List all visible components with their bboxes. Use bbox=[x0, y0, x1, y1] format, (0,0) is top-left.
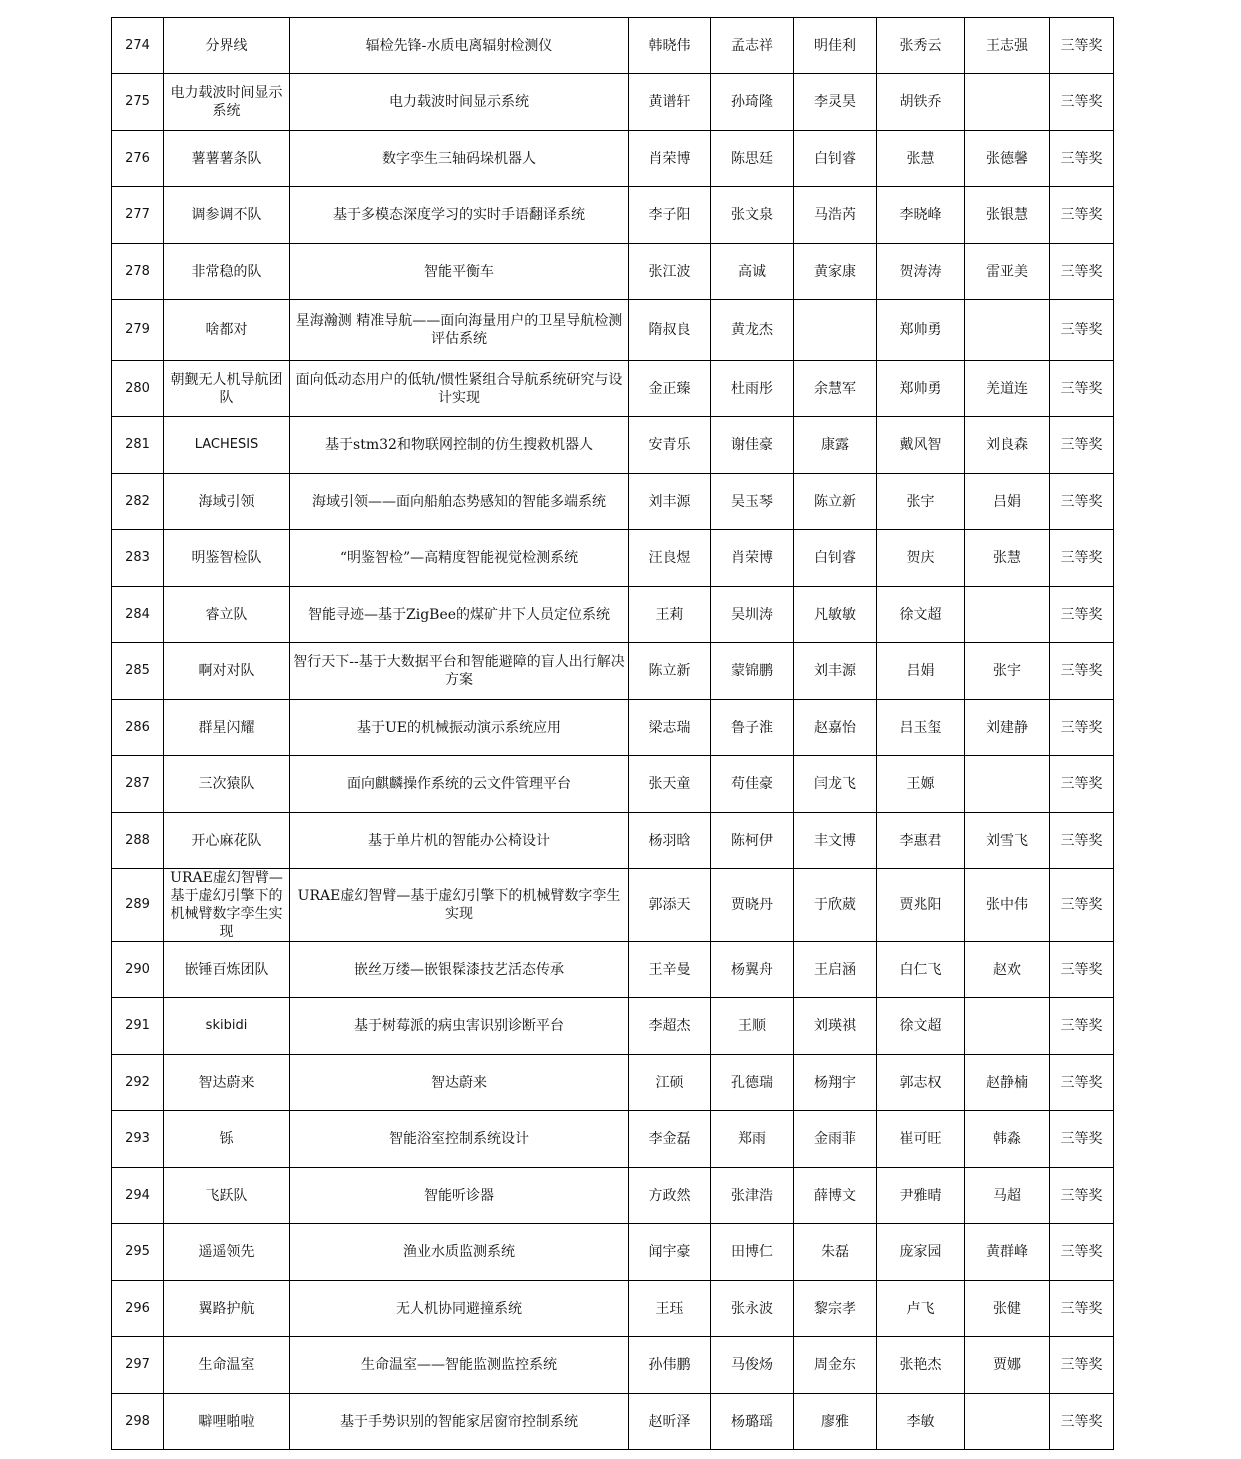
member-1: 江硕 bbox=[629, 1055, 711, 1111]
team-name: 生命温室 bbox=[164, 1337, 290, 1394]
member-4: 徐文超 bbox=[877, 998, 965, 1055]
team-name: LACHESIS bbox=[164, 417, 290, 474]
table-row bbox=[112, 869, 1114, 942]
award-level: 三等奖 bbox=[1050, 942, 1114, 998]
member-3: 于欣葳 bbox=[794, 869, 877, 942]
table-row bbox=[112, 1168, 1114, 1224]
project-title: “明鉴智检”—高精度智能视觉检测系统 bbox=[290, 530, 629, 587]
team-name: 调参调不队 bbox=[164, 187, 290, 244]
row-number: 296 bbox=[112, 1281, 164, 1337]
row-number: 279 bbox=[112, 300, 164, 361]
member-5: 韩淼 bbox=[965, 1111, 1050, 1168]
member-5: 王志强 bbox=[965, 18, 1050, 74]
member-3: 余慧军 bbox=[794, 361, 877, 417]
member-5: 赵静楠 bbox=[965, 1055, 1050, 1111]
project-title: 电力载波时间显示系统 bbox=[290, 74, 629, 131]
member-1: 肖荣博 bbox=[629, 131, 711, 187]
team-name: 飞跃队 bbox=[164, 1168, 290, 1224]
member-4: 崔可旺 bbox=[877, 1111, 965, 1168]
team-name: 智达蔚来 bbox=[164, 1055, 290, 1111]
member-3: 朱磊 bbox=[794, 1224, 877, 1281]
member-3: 丰文博 bbox=[794, 813, 877, 869]
award-level: 三等奖 bbox=[1050, 813, 1114, 869]
row-number: 297 bbox=[112, 1337, 164, 1394]
member-5: 张慧 bbox=[965, 530, 1050, 587]
award-level: 三等奖 bbox=[1050, 530, 1114, 587]
award-level: 三等奖 bbox=[1050, 700, 1114, 756]
table-row bbox=[112, 700, 1114, 756]
member-2: 吴玉琴 bbox=[711, 474, 794, 530]
team-name: 朝觐无人机导航团队 bbox=[164, 361, 290, 417]
project-title: 基于树莓派的病虫害识别诊断平台 bbox=[290, 998, 629, 1055]
member-3: 薛博文 bbox=[794, 1168, 877, 1224]
award-level: 三等奖 bbox=[1050, 74, 1114, 131]
project-title: 智达蔚来 bbox=[290, 1055, 629, 1111]
team-name: 海域引领 bbox=[164, 474, 290, 530]
member-1: 隋叔良 bbox=[629, 300, 711, 361]
member-3: 王启涵 bbox=[794, 942, 877, 998]
member-1: 汪良煜 bbox=[629, 530, 711, 587]
table-row bbox=[112, 942, 1114, 998]
team-name: skibidi bbox=[164, 998, 290, 1055]
project-title: 智行天下--基于大数据平台和智能避障的盲人出行解决方案 bbox=[290, 643, 629, 700]
project-title: 生命温室——智能监测监控系统 bbox=[290, 1337, 629, 1394]
member-1: 王珏 bbox=[629, 1281, 711, 1337]
member-3: 赵嘉怡 bbox=[794, 700, 877, 756]
row-number: 285 bbox=[112, 643, 164, 700]
team-name: 遥遥领先 bbox=[164, 1224, 290, 1281]
member-2: 吴圳涛 bbox=[711, 587, 794, 643]
member-4: 徐文超 bbox=[877, 587, 965, 643]
member-4: 贺庆 bbox=[877, 530, 965, 587]
member-5: 张银慧 bbox=[965, 187, 1050, 244]
member-2: 田博仁 bbox=[711, 1224, 794, 1281]
member-5 bbox=[965, 1394, 1050, 1450]
member-4: 贺涛涛 bbox=[877, 244, 965, 300]
row-number: 295 bbox=[112, 1224, 164, 1281]
member-2: 孟志祥 bbox=[711, 18, 794, 74]
member-3: 白钊睿 bbox=[794, 131, 877, 187]
member-2: 张永波 bbox=[711, 1281, 794, 1337]
member-2: 苟佳豪 bbox=[711, 756, 794, 813]
row-number: 283 bbox=[112, 530, 164, 587]
row-number: 287 bbox=[112, 756, 164, 813]
member-4: 尹雅晴 bbox=[877, 1168, 965, 1224]
table-row bbox=[112, 300, 1114, 361]
member-1: 梁志瑞 bbox=[629, 700, 711, 756]
award-level: 三等奖 bbox=[1050, 869, 1114, 942]
row-number: 286 bbox=[112, 700, 164, 756]
row-number: 294 bbox=[112, 1168, 164, 1224]
team-name: 明鉴智检队 bbox=[164, 530, 290, 587]
member-5: 羌道连 bbox=[965, 361, 1050, 417]
award-level: 三等奖 bbox=[1050, 1111, 1114, 1168]
table-row bbox=[112, 1055, 1114, 1111]
project-title: 智能浴室控制系统设计 bbox=[290, 1111, 629, 1168]
table-row bbox=[112, 1224, 1114, 1281]
award-level: 三等奖 bbox=[1050, 131, 1114, 187]
member-5 bbox=[965, 756, 1050, 813]
row-number: 293 bbox=[112, 1111, 164, 1168]
member-2: 陈思廷 bbox=[711, 131, 794, 187]
member-4: 戴风智 bbox=[877, 417, 965, 474]
member-5 bbox=[965, 74, 1050, 131]
member-2: 马俊炀 bbox=[711, 1337, 794, 1394]
member-3: 白钊睿 bbox=[794, 530, 877, 587]
row-number: 292 bbox=[112, 1055, 164, 1111]
team-name: 非常稳的队 bbox=[164, 244, 290, 300]
member-4: 王嫄 bbox=[877, 756, 965, 813]
member-4: 吕玉玺 bbox=[877, 700, 965, 756]
member-1: 张天童 bbox=[629, 756, 711, 813]
member-3: 刘瑛祺 bbox=[794, 998, 877, 1055]
member-5: 刘建静 bbox=[965, 700, 1050, 756]
member-4: 胡铁乔 bbox=[877, 74, 965, 131]
member-1: 韩晓伟 bbox=[629, 18, 711, 74]
award-level: 三等奖 bbox=[1050, 361, 1114, 417]
member-4: 张慧 bbox=[877, 131, 965, 187]
table-row bbox=[112, 813, 1114, 869]
member-1: 王辛曼 bbox=[629, 942, 711, 998]
member-4: 李晓峰 bbox=[877, 187, 965, 244]
row-number: 280 bbox=[112, 361, 164, 417]
member-3: 廖雅 bbox=[794, 1394, 877, 1450]
member-2: 杜雨彤 bbox=[711, 361, 794, 417]
member-2: 贾晓丹 bbox=[711, 869, 794, 942]
member-1: 孙伟鹏 bbox=[629, 1337, 711, 1394]
member-4: 卢飞 bbox=[877, 1281, 965, 1337]
member-3: 陈立新 bbox=[794, 474, 877, 530]
member-3: 杨翔宇 bbox=[794, 1055, 877, 1111]
member-1: 赵昕泽 bbox=[629, 1394, 711, 1450]
member-2: 张津浩 bbox=[711, 1168, 794, 1224]
member-1: 郭添天 bbox=[629, 869, 711, 942]
member-1: 王莉 bbox=[629, 587, 711, 643]
team-name: 睿立队 bbox=[164, 587, 290, 643]
member-2: 谢佳豪 bbox=[711, 417, 794, 474]
member-2: 鲁子淮 bbox=[711, 700, 794, 756]
project-title: 智能平衡车 bbox=[290, 244, 629, 300]
award-level: 三等奖 bbox=[1050, 756, 1114, 813]
table-row bbox=[112, 244, 1114, 300]
member-1: 张江波 bbox=[629, 244, 711, 300]
table-row bbox=[112, 643, 1114, 700]
project-title: 渔业水质监测系统 bbox=[290, 1224, 629, 1281]
member-5: 张健 bbox=[965, 1281, 1050, 1337]
results-table bbox=[111, 17, 1114, 1450]
member-2: 郑雨 bbox=[711, 1111, 794, 1168]
member-3: 马浩芮 bbox=[794, 187, 877, 244]
member-1: 陈立新 bbox=[629, 643, 711, 700]
member-5: 黄群峰 bbox=[965, 1224, 1050, 1281]
team-name: 分界线 bbox=[164, 18, 290, 74]
table-row bbox=[112, 187, 1114, 244]
member-4: 张宇 bbox=[877, 474, 965, 530]
member-4: 白仁飞 bbox=[877, 942, 965, 998]
member-1: 安青乐 bbox=[629, 417, 711, 474]
member-2: 黄龙杰 bbox=[711, 300, 794, 361]
table-row bbox=[112, 474, 1114, 530]
member-1: 方政然 bbox=[629, 1168, 711, 1224]
member-5: 张中伟 bbox=[965, 869, 1050, 942]
row-number: 281 bbox=[112, 417, 164, 474]
team-name: 噼哩啪啦 bbox=[164, 1394, 290, 1450]
team-name: 电力载波时间显示系统 bbox=[164, 74, 290, 131]
table-row bbox=[112, 131, 1114, 187]
table-row bbox=[112, 1281, 1114, 1337]
member-2: 孙琦隆 bbox=[711, 74, 794, 131]
member-4: 李敏 bbox=[877, 1394, 965, 1450]
row-number: 278 bbox=[112, 244, 164, 300]
project-title: 嵌丝万缕—嵌银髹漆技艺活态传承 bbox=[290, 942, 629, 998]
award-level: 三等奖 bbox=[1050, 1394, 1114, 1450]
project-title: 面向低动态用户的低轨/惯性紧组合导航系统研究与设计实现 bbox=[290, 361, 629, 417]
project-title: 基于单片机的智能办公椅设计 bbox=[290, 813, 629, 869]
member-4: 张艳杰 bbox=[877, 1337, 965, 1394]
member-2: 蒙锦鹏 bbox=[711, 643, 794, 700]
row-number: 274 bbox=[112, 18, 164, 74]
table-row bbox=[112, 756, 1114, 813]
member-4: 庞家园 bbox=[877, 1224, 965, 1281]
project-title: 智能寻迹—基于ZigBee的煤矿井下人员定位系统 bbox=[290, 587, 629, 643]
award-level: 三等奖 bbox=[1050, 1337, 1114, 1394]
member-5: 张宇 bbox=[965, 643, 1050, 700]
award-level: 三等奖 bbox=[1050, 1281, 1114, 1337]
project-title: 面向麒麟操作系统的云文件管理平台 bbox=[290, 756, 629, 813]
member-4: 郑帅勇 bbox=[877, 300, 965, 361]
table-row bbox=[112, 18, 1114, 74]
member-1: 黄谱轩 bbox=[629, 74, 711, 131]
project-title: 星海瀚测 精准导航——面向海量用户的卫星导航检测评估系统 bbox=[290, 300, 629, 361]
team-name: URAE虚幻智臂—基于虚幻引擎下的机械臂数字孪生实现 bbox=[164, 869, 290, 942]
member-1: 杨羽晗 bbox=[629, 813, 711, 869]
member-3: 黄家康 bbox=[794, 244, 877, 300]
project-title: 数字孪生三轴码垛机器人 bbox=[290, 131, 629, 187]
member-5 bbox=[965, 300, 1050, 361]
award-level: 三等奖 bbox=[1050, 1055, 1114, 1111]
row-number: 284 bbox=[112, 587, 164, 643]
member-3: 黎宗孝 bbox=[794, 1281, 877, 1337]
award-level: 三等奖 bbox=[1050, 998, 1114, 1055]
team-name: 铄 bbox=[164, 1111, 290, 1168]
member-5 bbox=[965, 998, 1050, 1055]
project-title: 辐检先锋-水质电离辐射检测仪 bbox=[290, 18, 629, 74]
project-title: 基于UE的机械振动演示系统应用 bbox=[290, 700, 629, 756]
table-row bbox=[112, 587, 1114, 643]
team-name: 翼路护航 bbox=[164, 1281, 290, 1337]
table-row bbox=[112, 1394, 1114, 1450]
member-5: 张德馨 bbox=[965, 131, 1050, 187]
member-5: 马超 bbox=[965, 1168, 1050, 1224]
award-level: 三等奖 bbox=[1050, 643, 1114, 700]
team-name: 开心麻花队 bbox=[164, 813, 290, 869]
row-number: 290 bbox=[112, 942, 164, 998]
member-3: 金雨菲 bbox=[794, 1111, 877, 1168]
project-title: 智能听诊器 bbox=[290, 1168, 629, 1224]
award-level: 三等奖 bbox=[1050, 417, 1114, 474]
member-3: 李灵昊 bbox=[794, 74, 877, 131]
member-2: 杨翼舟 bbox=[711, 942, 794, 998]
member-4: 李惠君 bbox=[877, 813, 965, 869]
member-3: 闫龙飞 bbox=[794, 756, 877, 813]
award-level: 三等奖 bbox=[1050, 300, 1114, 361]
row-number: 275 bbox=[112, 74, 164, 131]
member-4: 贾兆阳 bbox=[877, 869, 965, 942]
member-3: 康露 bbox=[794, 417, 877, 474]
member-1: 李金磊 bbox=[629, 1111, 711, 1168]
member-1: 金正臻 bbox=[629, 361, 711, 417]
member-2: 杨璐瑶 bbox=[711, 1394, 794, 1450]
member-3: 凡敏敏 bbox=[794, 587, 877, 643]
row-number: 298 bbox=[112, 1394, 164, 1450]
team-name: 啊对对队 bbox=[164, 643, 290, 700]
member-5 bbox=[965, 587, 1050, 643]
member-2: 高诚 bbox=[711, 244, 794, 300]
member-2: 张文泉 bbox=[711, 187, 794, 244]
row-number: 291 bbox=[112, 998, 164, 1055]
table-row bbox=[112, 74, 1114, 131]
member-2: 肖荣博 bbox=[711, 530, 794, 587]
project-title: 基于手势识别的智能家居窗帘控制系统 bbox=[290, 1394, 629, 1450]
table-row bbox=[112, 998, 1114, 1055]
member-5: 贾娜 bbox=[965, 1337, 1050, 1394]
member-4: 郭志权 bbox=[877, 1055, 965, 1111]
table-row bbox=[112, 361, 1114, 417]
row-number: 282 bbox=[112, 474, 164, 530]
member-2: 孔德瑞 bbox=[711, 1055, 794, 1111]
member-2: 王顺 bbox=[711, 998, 794, 1055]
member-3: 明佳利 bbox=[794, 18, 877, 74]
award-level: 三等奖 bbox=[1050, 244, 1114, 300]
row-number: 288 bbox=[112, 813, 164, 869]
row-number: 277 bbox=[112, 187, 164, 244]
team-name: 啥都对 bbox=[164, 300, 290, 361]
member-2: 陈柯伊 bbox=[711, 813, 794, 869]
row-number: 276 bbox=[112, 131, 164, 187]
team-name: 嵌锤百炼团队 bbox=[164, 942, 290, 998]
member-1: 李超杰 bbox=[629, 998, 711, 1055]
row-number: 289 bbox=[112, 869, 164, 942]
award-level: 三等奖 bbox=[1050, 187, 1114, 244]
table-row bbox=[112, 1337, 1114, 1394]
member-4: 郑帅勇 bbox=[877, 361, 965, 417]
member-3: 刘丰源 bbox=[794, 643, 877, 700]
team-name: 薯薯薯条队 bbox=[164, 131, 290, 187]
member-5: 雷亚美 bbox=[965, 244, 1050, 300]
member-5: 吕娟 bbox=[965, 474, 1050, 530]
member-5: 刘雪飞 bbox=[965, 813, 1050, 869]
project-title: 无人机协同避撞系统 bbox=[290, 1281, 629, 1337]
award-level: 三等奖 bbox=[1050, 474, 1114, 530]
member-4: 张秀云 bbox=[877, 18, 965, 74]
award-level: 三等奖 bbox=[1050, 18, 1114, 74]
project-title: 基于stm32和物联网控制的仿生搜救机器人 bbox=[290, 417, 629, 474]
award-level: 三等奖 bbox=[1050, 1168, 1114, 1224]
member-1: 李子阳 bbox=[629, 187, 711, 244]
project-title: 海域引领——面向船舶态势感知的智能多端系统 bbox=[290, 474, 629, 530]
team-name: 群星闪耀 bbox=[164, 700, 290, 756]
member-3: 周金东 bbox=[794, 1337, 877, 1394]
member-4: 吕娟 bbox=[877, 643, 965, 700]
table-row bbox=[112, 417, 1114, 474]
member-5: 赵欢 bbox=[965, 942, 1050, 998]
award-level: 三等奖 bbox=[1050, 587, 1114, 643]
table-row bbox=[112, 1111, 1114, 1168]
member-1: 闻宇豪 bbox=[629, 1224, 711, 1281]
team-name: 三次猿队 bbox=[164, 756, 290, 813]
project-title: 基于多模态深度学习的实时手语翻译系统 bbox=[290, 187, 629, 244]
member-1: 刘丰源 bbox=[629, 474, 711, 530]
project-title: URAE虚幻智臂—基于虚幻引擎下的机械臂数字孪生实现 bbox=[290, 869, 629, 942]
award-level: 三等奖 bbox=[1050, 1224, 1114, 1281]
table-row bbox=[112, 530, 1114, 587]
member-3 bbox=[794, 300, 877, 361]
member-5: 刘良森 bbox=[965, 417, 1050, 474]
